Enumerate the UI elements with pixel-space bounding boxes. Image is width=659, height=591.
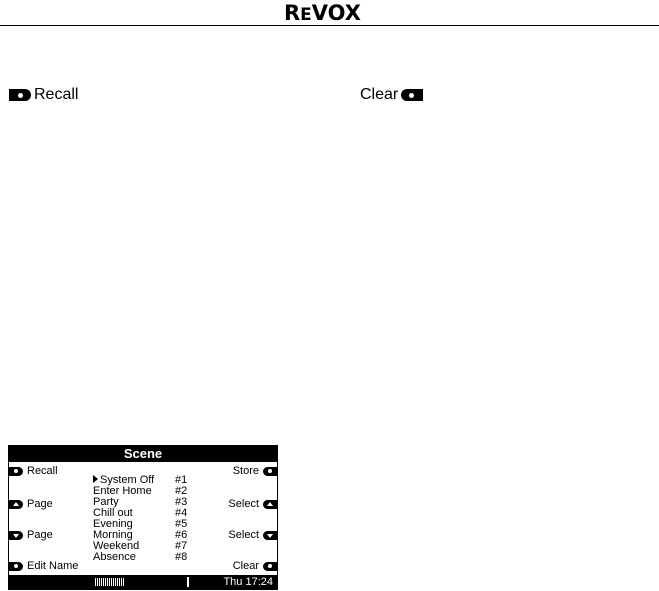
select-up-softkey[interactable]: Select [228, 498, 277, 510]
store-softkey[interactable]: Store [233, 465, 277, 477]
level-meter [95, 578, 125, 586]
scene-item[interactable]: Enter Home #2 [93, 485, 188, 497]
round-button-icon [9, 562, 23, 571]
header-divider [0, 25, 659, 26]
position-marker [187, 577, 189, 587]
edit-name-softkey[interactable]: Edit Name [9, 560, 78, 572]
scene-item[interactable]: Morning #6 [93, 529, 188, 541]
recall-key-reference [9, 86, 78, 104]
up-arrow-button-icon [263, 500, 277, 509]
scene-item[interactable]: Weekend #7 [93, 540, 188, 552]
select-down-softkey[interactable]: Select [228, 529, 277, 541]
clock: Thu 17:24 [223, 576, 273, 588]
scene-item[interactable]: System Off #1 [93, 475, 195, 486]
clear-label: Clear [360, 86, 399, 103]
up-arrow-button-icon [9, 500, 23, 509]
round-button-icon [263, 467, 277, 476]
round-button-icon [263, 562, 277, 571]
round-button-icon [9, 467, 23, 476]
scene-item[interactable]: Chill out #4 [93, 507, 188, 519]
scene-list [93, 475, 195, 563]
down-arrow-button-icon [9, 531, 23, 540]
selection-arrow-icon [93, 475, 98, 483]
page-up-softkey[interactable]: Page [9, 498, 53, 510]
clear-softkey[interactable]: Clear [233, 560, 277, 572]
recall-softkey[interactable]: Recall [9, 465, 58, 477]
recall-label: Recall [34, 86, 79, 103]
round-button-icon [401, 89, 423, 101]
scene-item[interactable]: Absence #8 [93, 551, 188, 563]
down-arrow-button-icon [263, 531, 277, 540]
scene-item[interactable]: Party #3 [93, 496, 188, 508]
scene-display [8, 445, 278, 590]
revox-logo: REVOX [284, 1, 361, 25]
scene-item[interactable]: Evening #5 [93, 518, 188, 530]
display-title: Scene [9, 446, 277, 462]
page-down-softkey[interactable]: Page [9, 529, 53, 541]
status-bar [9, 575, 277, 589]
round-button-icon [9, 89, 31, 101]
clear-key-reference [360, 86, 423, 104]
